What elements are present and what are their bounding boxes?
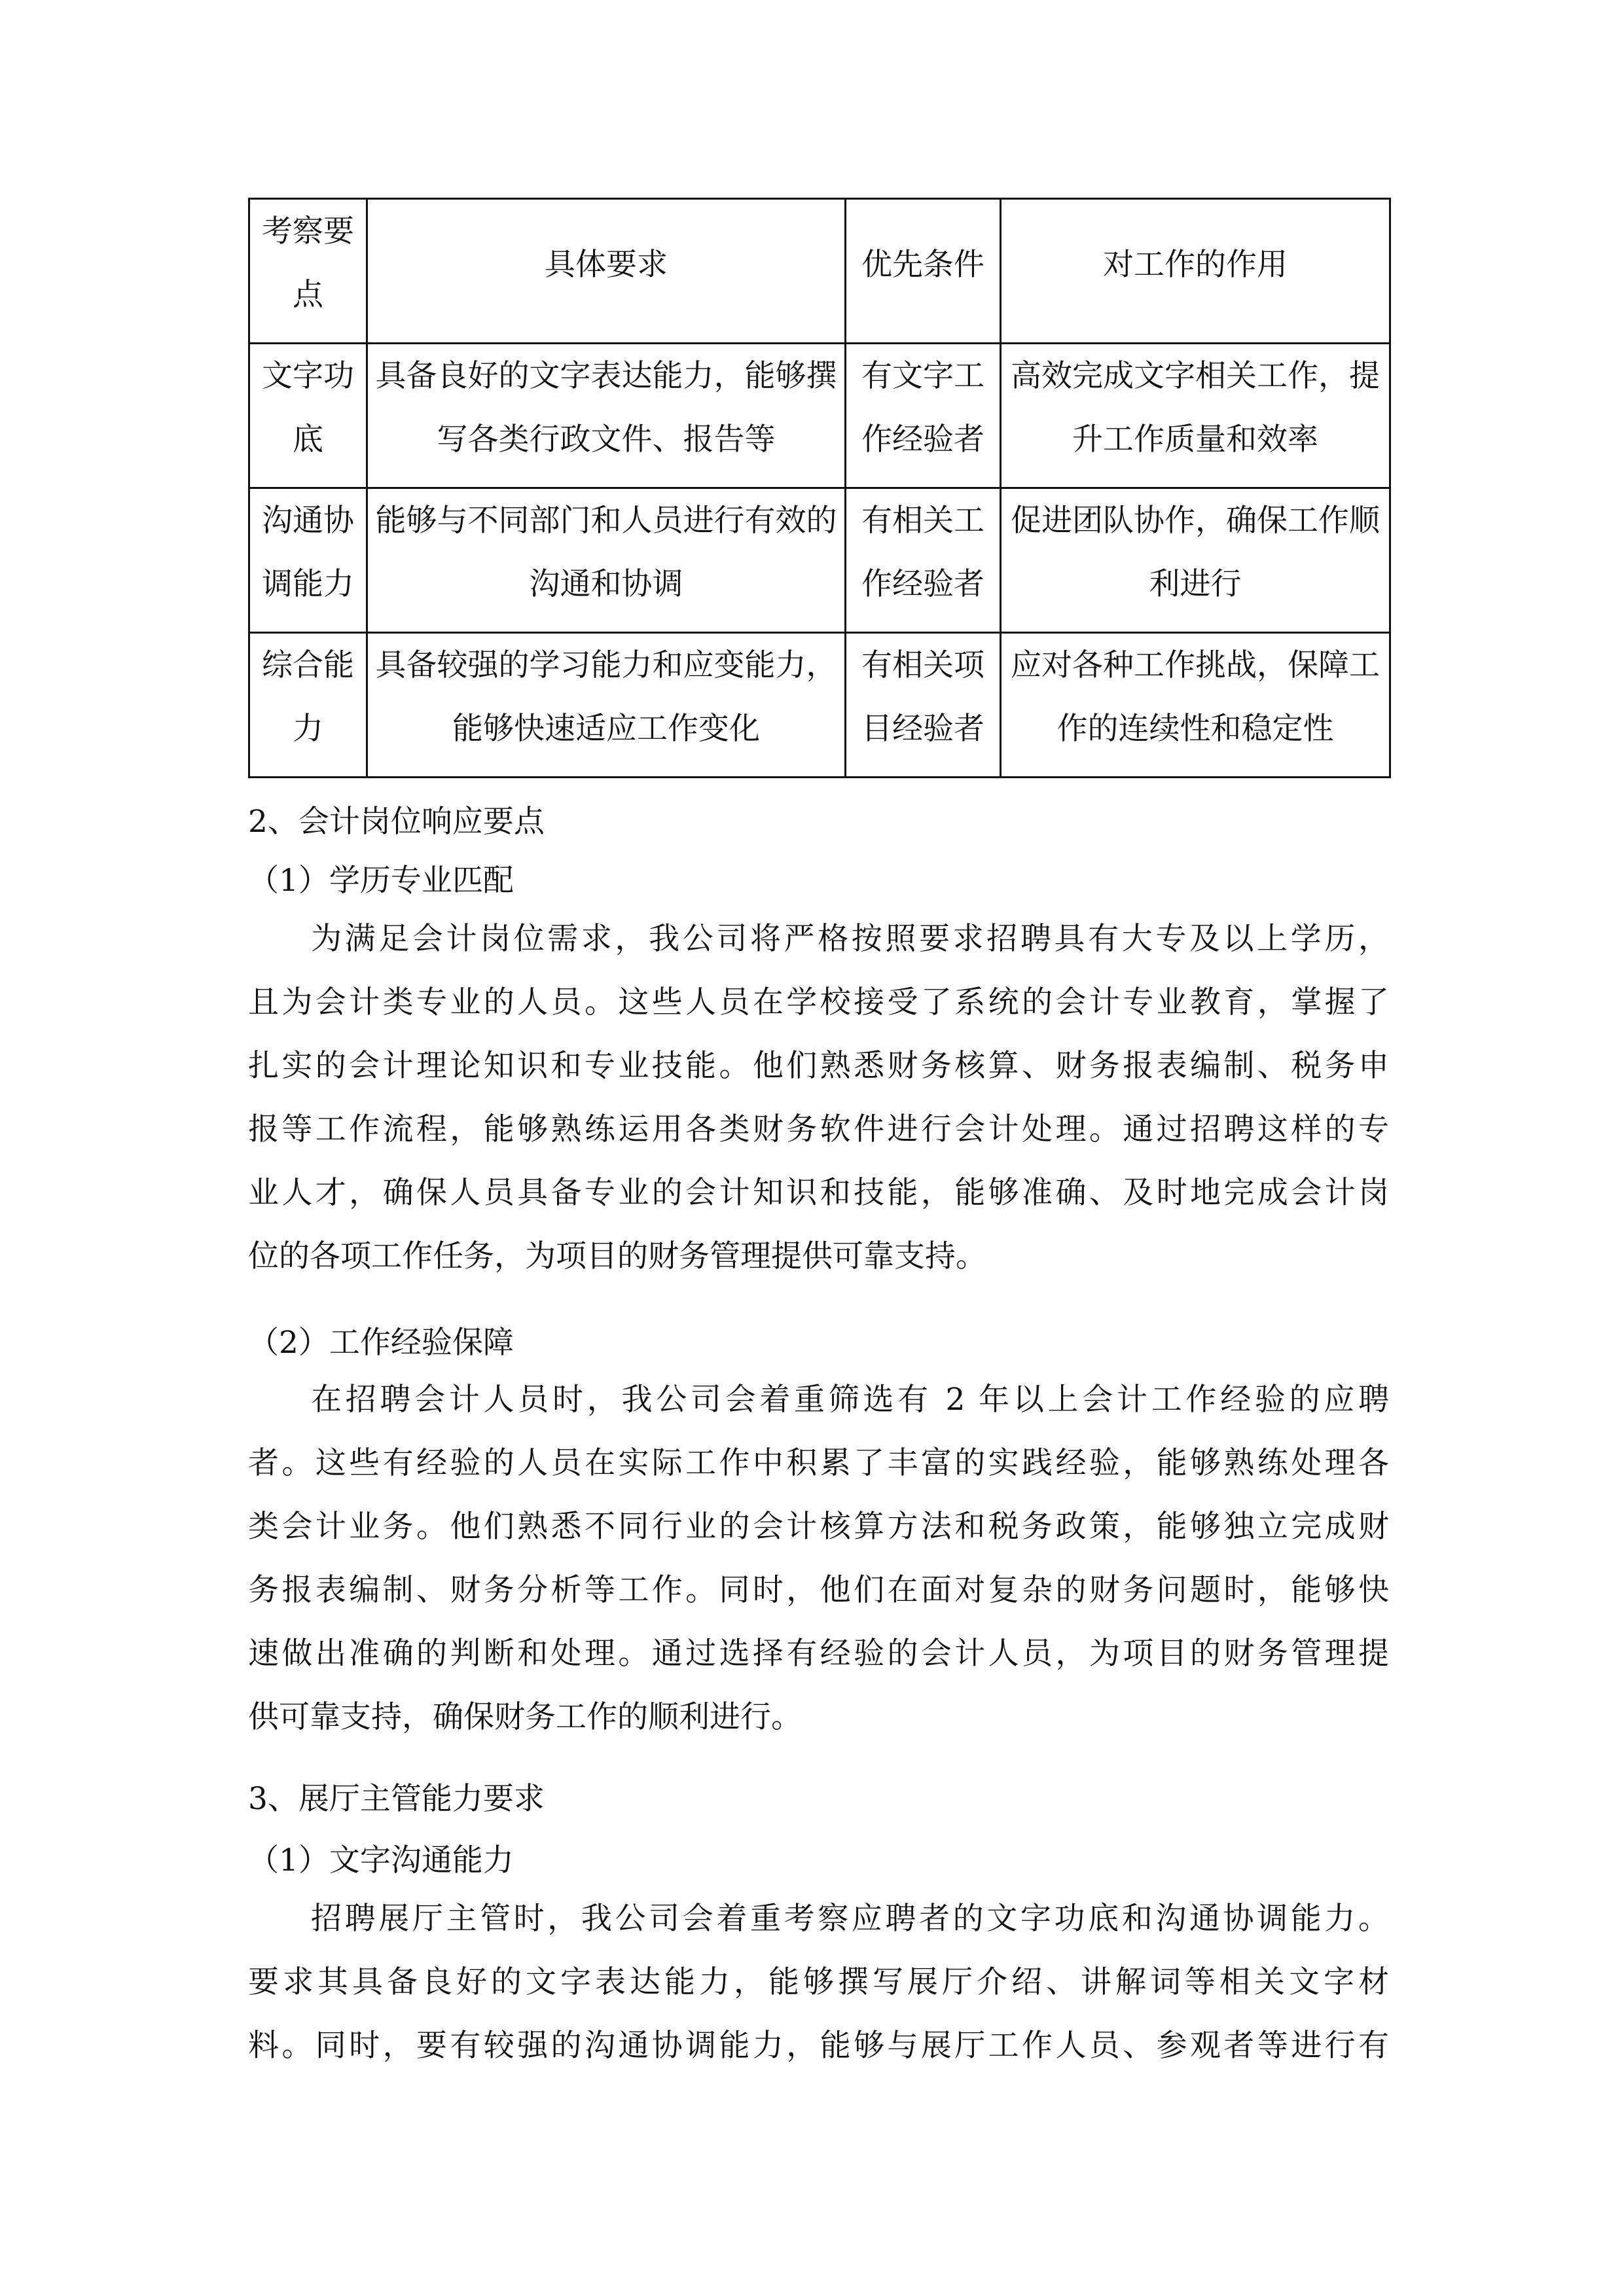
paragraph-line: 位的各项工作任务，为项目的财务管理提供可靠支持。 [248, 1238, 986, 1274]
section-2-sub1: （1）学历专业匹配 [248, 863, 514, 899]
table-cell: 具备较强的学习能力和应变能力，能够快速适应工作变化 [367, 633, 846, 778]
table-row [249, 488, 1390, 633]
requirements-table [248, 198, 1391, 778]
section-3-para1 [248, 1887, 1389, 2077]
paragraph-line: 为满足会计岗位需求，我公司将严格按照要求招聘具有大专及以上学历， [311, 921, 1389, 957]
paragraph-line: 要求其具备良好的文字表达能力，能够撰写展厅介绍、讲解词等相关文字材 [248, 1964, 1389, 2000]
paragraph-line: 在招聘会计人员时，我公司会着重筛选有 2 年以上会计工作经验的应聘 [311, 1382, 1389, 1418]
paragraph-line: 类会计业务。他们熟悉不同行业的会计核算方法和税务政策，能够独立完成财 [248, 1509, 1389, 1545]
table-cell: 应对各种工作挑战，保障工作的连续性和稳定性 [1001, 633, 1390, 778]
paragraph-line: 且为会计类专业的人员。这些人员在学校接受了系统的会计专业教育，掌握了 [248, 984, 1389, 1020]
table-cell: 促进团队协作，确保工作顺利进行 [1001, 488, 1390, 633]
section-2-para1 [248, 907, 1389, 1288]
table-cell: 能够与不同部门和人员进行有效的沟通和协调 [367, 488, 846, 633]
section-3-sub1: （1）文字沟通能力 [248, 1842, 514, 1878]
header-cell: 考察要点 [249, 199, 367, 344]
header-cell: 具体要求 [367, 199, 846, 344]
table-cell: 综合能力 [249, 633, 367, 778]
table-cell: 有文字工作经验者 [846, 344, 1001, 488]
table-cell: 有相关项目经验者 [846, 633, 1001, 778]
paragraph-line: 扎实的会计理论知识和专业技能。他们熟悉财务核算、财务报表编制、税务申 [248, 1048, 1389, 1084]
header-cell: 对工作的作用 [1001, 199, 1390, 344]
table-cell: 沟通协调能力 [249, 488, 367, 633]
table-cell: 具备良好的文字表达能力，能够撰写各类行政文件、报告等 [367, 344, 846, 488]
paragraph-line: 务报表编制、财务分析等工作。同时，他们在面对复杂的财务问题时，能够快 [248, 1572, 1389, 1608]
table-row [249, 633, 1390, 778]
paragraph-line: 者。这些有经验的人员在实际工作中积累了丰富的实践经验，能够熟练处理各 [248, 1445, 1389, 1481]
section-3-title: 3、展厅主管能力要求 [248, 1781, 545, 1817]
section-2-sub2: （2）工作经验保障 [248, 1325, 514, 1361]
table-cell: 文字功底 [249, 344, 367, 488]
paragraph-line: 招聘展厅主管时，我公司会着重考察应聘者的文字功底和沟通协调能力。 [311, 1901, 1389, 1937]
section-2-title: 2、会计岗位响应要点 [248, 804, 545, 840]
paragraph-line: 业人才，确保人员具备专业的会计知识和技能，能够准确、及时地完成会计岗 [248, 1175, 1389, 1211]
table-cell: 有相关工作经验者 [846, 488, 1001, 633]
header-cell: 优先条件 [846, 199, 1001, 344]
table-header-row [249, 199, 1390, 344]
table-row [249, 344, 1390, 488]
paragraph-line: 料。同时，要有较强的沟通协调能力，能够与展厅工作人员、参观者等进行有 [248, 2028, 1389, 2064]
section-2-para2 [248, 1368, 1389, 1749]
paragraph-line: 供可靠支持，确保财务工作的顺利进行。 [248, 1699, 802, 1735]
table-cell: 高效完成文字相关工作，提升工作质量和效率 [1001, 344, 1390, 488]
paragraph-line: 报等工作流程，能够熟练运用各类财务软件进行会计处理。通过招聘这样的专 [248, 1111, 1389, 1147]
paragraph-line: 速做出准确的判断和处理。通过选择有经验的会计人员，为项目的财务管理提 [248, 1636, 1389, 1672]
